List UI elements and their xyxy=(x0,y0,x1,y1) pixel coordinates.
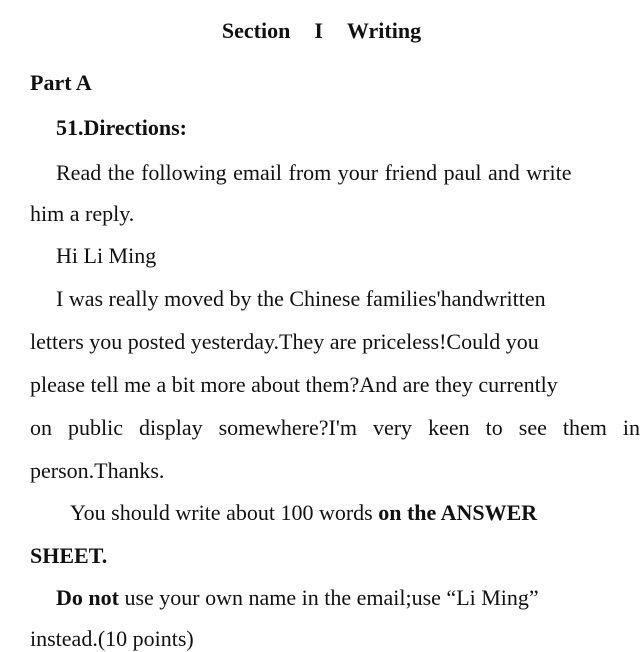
word-requirement-line-2: SHEET. xyxy=(30,543,108,568)
directions-heading: 51.Directions: xyxy=(56,115,187,140)
email-line-1: I was really moved by the Chinese families'handwritten xyxy=(56,286,546,311)
section-title xyxy=(0,18,643,44)
email-greeting: Hi Li Ming xyxy=(56,243,157,268)
word-requirement-line-1 xyxy=(70,500,537,526)
do-not-emphasis: Do not xyxy=(56,585,119,610)
name-note-text: use your own name in the email;use “Li Ming” xyxy=(118,585,539,610)
email-line-4: on public display somewhere?I'm very keen to see them in xyxy=(30,415,640,440)
email-line-2: letters you posted yesterday.They are priceless!Could you xyxy=(30,329,539,354)
instruction-line-1: Read the following email from your friend paul and write xyxy=(56,160,572,185)
part-heading: Part A xyxy=(30,70,92,95)
word-requirement-text: You should write about 100 words xyxy=(70,500,379,525)
section-number: I xyxy=(314,18,323,43)
section-label: Section xyxy=(221,18,291,43)
instruction-line-2: him a reply. xyxy=(30,201,135,226)
name-note-line-1 xyxy=(56,585,539,611)
answer-sheet-emphasis: on the ANSWER xyxy=(378,500,538,525)
name-note-line-2: instead.(10 points) xyxy=(30,626,194,651)
email-line-3: please tell me a bit more about them?And are they currently xyxy=(30,372,558,397)
section-name: Writing xyxy=(346,18,422,43)
email-line-5: person.Thanks. xyxy=(30,458,165,483)
